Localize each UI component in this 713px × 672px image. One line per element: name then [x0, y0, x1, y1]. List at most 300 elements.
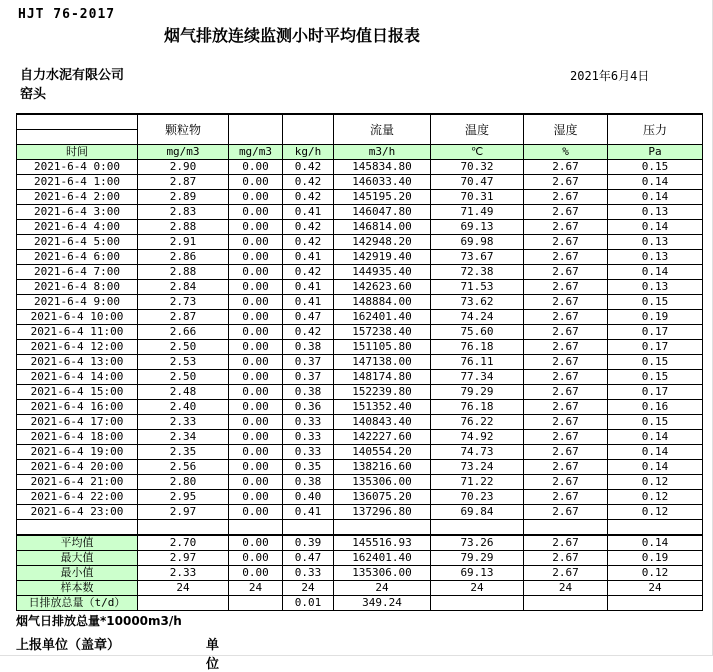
- value-cell: 148884.00: [334, 295, 431, 310]
- time-cell: 2021-6-4 6:00: [17, 250, 138, 265]
- value-cell: 137296.80: [334, 505, 431, 520]
- value-cell: 75.60: [431, 325, 524, 340]
- header-corner-cell: [17, 114, 138, 145]
- col-group-pressure: 压力: [608, 114, 703, 145]
- summary-value-cell: 24: [524, 581, 608, 596]
- value-cell: 74.24: [431, 310, 524, 325]
- table-row: [17, 460, 703, 475]
- corner-top-subcell: [17, 115, 137, 130]
- value-cell: 138216.60: [334, 460, 431, 475]
- hourly-rows: [17, 160, 703, 520]
- value-cell: 0.12: [608, 490, 703, 505]
- value-cell: 0.12: [608, 505, 703, 520]
- empty-cell: [17, 520, 138, 536]
- value-cell: 0.14: [608, 220, 703, 235]
- value-cell: 0.00: [229, 475, 283, 490]
- summary-value-cell: 0.47: [283, 551, 334, 566]
- summary-value-cell: 0.33: [283, 566, 334, 581]
- value-cell: 73.62: [431, 295, 524, 310]
- value-cell: 69.13: [431, 220, 524, 235]
- table-row: [17, 505, 703, 520]
- value-cell: 145195.20: [334, 190, 431, 205]
- value-cell: 145834.80: [334, 160, 431, 175]
- value-cell: 146047.80: [334, 205, 431, 220]
- value-cell: 71.53: [431, 280, 524, 295]
- value-cell: 0.41: [283, 280, 334, 295]
- value-cell: 0.15: [608, 355, 703, 370]
- table-row: [17, 280, 703, 295]
- value-cell: 2.67: [524, 355, 608, 370]
- time-cell: 2021-6-4 2:00: [17, 190, 138, 205]
- value-cell: 2.83: [138, 205, 229, 220]
- summary-label-cell: 最小值: [17, 566, 138, 581]
- summary-value-cell: [138, 596, 229, 611]
- value-cell: 2.50: [138, 370, 229, 385]
- value-cell: 0.00: [229, 445, 283, 460]
- unit-label: 单位: [206, 638, 220, 672]
- empty-cell: [138, 520, 229, 536]
- value-cell: 0.14: [608, 190, 703, 205]
- report-title: 烟气排放连续监测小时平均值日报表: [163, 26, 420, 45]
- value-cell: 0.00: [229, 160, 283, 175]
- time-cell: 2021-6-4 4:00: [17, 220, 138, 235]
- summary-value-cell: 2.97: [138, 551, 229, 566]
- summary-value-cell: 2.33: [138, 566, 229, 581]
- summary-label-cell: 最大值: [17, 551, 138, 566]
- value-cell: 72.38: [431, 265, 524, 280]
- value-cell: 2.67: [524, 400, 608, 415]
- summary-row: [17, 596, 703, 611]
- value-cell: 0.00: [229, 190, 283, 205]
- summary-value-cell: [524, 596, 608, 611]
- time-cell: 2021-6-4 22:00: [17, 490, 138, 505]
- value-cell: 2.67: [524, 490, 608, 505]
- summary-value-cell: 24: [608, 581, 703, 596]
- time-cell: 2021-6-4 7:00: [17, 265, 138, 280]
- value-cell: 2.90: [138, 160, 229, 175]
- value-cell: 0.42: [283, 190, 334, 205]
- empty-cell: [608, 520, 703, 536]
- value-cell: 144935.40: [334, 265, 431, 280]
- value-cell: 2.95: [138, 490, 229, 505]
- value-cell: 76.18: [431, 400, 524, 415]
- value-cell: 148174.80: [334, 370, 431, 385]
- value-cell: 0.15: [608, 295, 703, 310]
- value-cell: 0.12: [608, 475, 703, 490]
- time-cell: 2021-6-4 12:00: [17, 340, 138, 355]
- value-cell: 0.33: [283, 415, 334, 430]
- summary-value-cell: 0.19: [608, 551, 703, 566]
- col-group-particulate: 颗粒物: [138, 114, 229, 145]
- summary-value-cell: 2.70: [138, 535, 229, 551]
- value-cell: 0.00: [229, 370, 283, 385]
- value-cell: 0.36: [283, 400, 334, 415]
- value-cell: 0.37: [283, 355, 334, 370]
- value-cell: 0.00: [229, 460, 283, 475]
- value-cell: 0.00: [229, 235, 283, 250]
- value-cell: 0.00: [229, 490, 283, 505]
- value-cell: 0.40: [283, 490, 334, 505]
- value-cell: 79.29: [431, 385, 524, 400]
- value-cell: 2.87: [138, 310, 229, 325]
- value-cell: 142919.40: [334, 250, 431, 265]
- time-cell: 2021-6-4 14:00: [17, 370, 138, 385]
- summary-value-cell: 73.26: [431, 535, 524, 551]
- value-cell: 0.42: [283, 220, 334, 235]
- col-group-humidity: 湿度: [524, 114, 608, 145]
- value-cell: 0.14: [608, 460, 703, 475]
- value-cell: 0.42: [283, 265, 334, 280]
- value-cell: 0.37: [283, 370, 334, 385]
- value-cell: 0.00: [229, 310, 283, 325]
- table-row: [17, 475, 703, 490]
- value-cell: 2.67: [524, 190, 608, 205]
- value-cell: 136075.20: [334, 490, 431, 505]
- value-cell: 0.47: [283, 310, 334, 325]
- summary-value-cell: 135306.00: [334, 566, 431, 581]
- empty-cell: [524, 520, 608, 536]
- time-cell: 2021-6-4 18:00: [17, 430, 138, 445]
- value-cell: 73.67: [431, 250, 524, 265]
- value-cell: 2.73: [138, 295, 229, 310]
- value-cell: 2.67: [524, 385, 608, 400]
- table-row: [17, 490, 703, 505]
- table-row: [17, 430, 703, 445]
- value-cell: 0.00: [229, 265, 283, 280]
- table-row: [17, 190, 703, 205]
- value-cell: 2.86: [138, 250, 229, 265]
- value-cell: 0.17: [608, 325, 703, 340]
- summary-value-cell: 0.01: [283, 596, 334, 611]
- value-cell: 0.13: [608, 250, 703, 265]
- value-cell: 70.23: [431, 490, 524, 505]
- value-cell: 2.67: [524, 235, 608, 250]
- table-row: [17, 370, 703, 385]
- value-cell: 0.35: [283, 460, 334, 475]
- table-row: [17, 250, 703, 265]
- value-cell: 2.67: [524, 325, 608, 340]
- summary-value-cell: 0.14: [608, 535, 703, 551]
- value-cell: 2.67: [524, 205, 608, 220]
- header-group-row: [17, 114, 703, 145]
- value-cell: 162401.40: [334, 310, 431, 325]
- summary-value-cell: 0.12: [608, 566, 703, 581]
- summary-rows: [17, 535, 703, 611]
- corner-bottom-subcell: [17, 130, 137, 144]
- table-row: [17, 400, 703, 415]
- value-cell: 2.33: [138, 415, 229, 430]
- value-cell: 0.33: [283, 430, 334, 445]
- value-cell: 2.67: [524, 340, 608, 355]
- empty-cell: [229, 520, 283, 536]
- value-cell: 0.00: [229, 400, 283, 415]
- value-cell: 2.88: [138, 220, 229, 235]
- value-cell: 2.91: [138, 235, 229, 250]
- value-cell: 0.13: [608, 235, 703, 250]
- table-row: [17, 445, 703, 460]
- summary-value-cell: 24: [431, 581, 524, 596]
- col-group-flow: 流量: [334, 114, 431, 145]
- value-cell: 0.41: [283, 205, 334, 220]
- value-cell: 146033.40: [334, 175, 431, 190]
- value-cell: 70.47: [431, 175, 524, 190]
- table-row: [17, 235, 703, 250]
- table-row: [17, 340, 703, 355]
- col-group-temperature: 温度: [431, 114, 524, 145]
- value-cell: 2.84: [138, 280, 229, 295]
- time-cell: 2021-6-4 17:00: [17, 415, 138, 430]
- value-cell: 74.92: [431, 430, 524, 445]
- value-cell: 0.41: [283, 295, 334, 310]
- value-cell: 0.17: [608, 340, 703, 355]
- empty-cell: [283, 520, 334, 536]
- value-cell: 76.11: [431, 355, 524, 370]
- summary-label-cell: 样本数: [17, 581, 138, 596]
- report-date: 2021年6月4日: [570, 69, 650, 83]
- summary-row: [17, 551, 703, 566]
- time-cell: 2021-6-4 10:00: [17, 310, 138, 325]
- value-cell: 0.17: [608, 385, 703, 400]
- daily-total-note: 烟气日排放总量*10000m3/h: [16, 614, 182, 628]
- footer-signature-line: [16, 634, 220, 672]
- summary-value-cell: 24: [334, 581, 431, 596]
- value-cell: 2.67: [524, 280, 608, 295]
- summary-value-cell: [431, 596, 524, 611]
- time-cell: 2021-6-4 1:00: [17, 175, 138, 190]
- header-unit-row: [17, 145, 703, 160]
- summary-label-cell: 平均值: [17, 535, 138, 551]
- value-cell: 2.67: [524, 370, 608, 385]
- spacer-row-body: [17, 520, 703, 536]
- value-cell: 0.00: [229, 325, 283, 340]
- value-cell: 2.48: [138, 385, 229, 400]
- col-unit-percent: %: [524, 145, 608, 160]
- col-unit-m3h: m3/h: [334, 145, 431, 160]
- value-cell: 0.00: [229, 205, 283, 220]
- value-cell: 0.16: [608, 400, 703, 415]
- value-cell: 151105.80: [334, 340, 431, 355]
- value-cell: 0.00: [229, 175, 283, 190]
- value-cell: 0.14: [608, 430, 703, 445]
- company-name: 自力水泥有限公司: [20, 68, 125, 83]
- value-cell: 140554.20: [334, 445, 431, 460]
- summary-value-cell: 79.29: [431, 551, 524, 566]
- value-cell: 69.98: [431, 235, 524, 250]
- value-cell: 2.56: [138, 460, 229, 475]
- time-cell: 2021-6-4 8:00: [17, 280, 138, 295]
- summary-row: [17, 581, 703, 596]
- value-cell: 74.73: [431, 445, 524, 460]
- value-cell: 2.67: [524, 310, 608, 325]
- value-cell: 2.67: [524, 295, 608, 310]
- table-row: [17, 385, 703, 400]
- value-cell: 0.42: [283, 160, 334, 175]
- value-cell: 152239.80: [334, 385, 431, 400]
- col-header-time: 时间: [17, 145, 138, 160]
- value-cell: 0.38: [283, 475, 334, 490]
- value-cell: 70.31: [431, 190, 524, 205]
- value-cell: 0.41: [283, 505, 334, 520]
- value-cell: 0.15: [608, 415, 703, 430]
- time-cell: 2021-6-4 0:00: [17, 160, 138, 175]
- value-cell: 0.00: [229, 340, 283, 355]
- table-row: [17, 295, 703, 310]
- value-cell: 0.38: [283, 385, 334, 400]
- value-cell: 0.42: [283, 175, 334, 190]
- value-cell: 142227.60: [334, 430, 431, 445]
- summary-value-cell: [608, 596, 703, 611]
- value-cell: 142948.20: [334, 235, 431, 250]
- summary-value-cell: 0.39: [283, 535, 334, 551]
- value-cell: 0.00: [229, 415, 283, 430]
- table-row: [17, 205, 703, 220]
- value-cell: 0.15: [608, 160, 703, 175]
- col-unit-celsius: ℃: [431, 145, 524, 160]
- summary-value-cell: 2.67: [524, 566, 608, 581]
- summary-value-cell: 0.00: [229, 535, 283, 551]
- value-cell: 2.35: [138, 445, 229, 460]
- value-cell: 0.00: [229, 505, 283, 520]
- summary-label-cell: 日排放总量（t/d）: [17, 596, 138, 611]
- value-cell: 2.67: [524, 265, 608, 280]
- table-header: [17, 114, 703, 160]
- value-cell: 2.80: [138, 475, 229, 490]
- table-row: [17, 325, 703, 340]
- value-cell: 70.32: [431, 160, 524, 175]
- value-cell: 0.33: [283, 445, 334, 460]
- col-unit-mgm3-2: mg/m3: [229, 145, 283, 160]
- time-cell: 2021-6-4 19:00: [17, 445, 138, 460]
- value-cell: 2.40: [138, 400, 229, 415]
- time-cell: 2021-6-4 13:00: [17, 355, 138, 370]
- summary-value-cell: 0.00: [229, 551, 283, 566]
- value-cell: 76.22: [431, 415, 524, 430]
- col-unit-pa: Pa: [608, 145, 703, 160]
- value-cell: 2.67: [524, 415, 608, 430]
- table-row: [17, 220, 703, 235]
- value-cell: 2.67: [524, 430, 608, 445]
- value-cell: 76.18: [431, 340, 524, 355]
- col-unit-kgh: kg/h: [283, 145, 334, 160]
- value-cell: 0.00: [229, 385, 283, 400]
- value-cell: 0.14: [608, 175, 703, 190]
- value-cell: 71.49: [431, 205, 524, 220]
- value-cell: 135306.00: [334, 475, 431, 490]
- value-cell: 157238.40: [334, 325, 431, 340]
- value-cell: 73.24: [431, 460, 524, 475]
- empty-cell: [334, 520, 431, 536]
- table-row: [17, 310, 703, 325]
- value-cell: 2.34: [138, 430, 229, 445]
- value-cell: 0.00: [229, 220, 283, 235]
- value-cell: 0.00: [229, 280, 283, 295]
- time-cell: 2021-6-4 15:00: [17, 385, 138, 400]
- time-cell: 2021-6-4 20:00: [17, 460, 138, 475]
- empty-cell: [431, 520, 524, 536]
- summary-row: [17, 566, 703, 581]
- value-cell: 0.38: [283, 340, 334, 355]
- value-cell: 142623.60: [334, 280, 431, 295]
- time-cell: 2021-6-4 23:00: [17, 505, 138, 520]
- value-cell: 0.13: [608, 205, 703, 220]
- summary-value-cell: 24: [283, 581, 334, 596]
- value-cell: 0.14: [608, 265, 703, 280]
- value-cell: 2.67: [524, 220, 608, 235]
- value-cell: 0.14: [608, 445, 703, 460]
- value-cell: 2.67: [524, 460, 608, 475]
- col-group-blank-1: [229, 114, 283, 145]
- value-cell: 146814.00: [334, 220, 431, 235]
- table-row: [17, 415, 703, 430]
- summary-value-cell: 0.00: [229, 566, 283, 581]
- time-cell: 2021-6-4 3:00: [17, 205, 138, 220]
- time-cell: 2021-6-4 11:00: [17, 325, 138, 340]
- table-row: [17, 355, 703, 370]
- time-cell: 2021-6-4 5:00: [17, 235, 138, 250]
- summary-value-cell: 2.67: [524, 535, 608, 551]
- value-cell: 0.00: [229, 250, 283, 265]
- value-cell: 147138.00: [334, 355, 431, 370]
- value-cell: 2.89: [138, 190, 229, 205]
- time-cell: 2021-6-4 16:00: [17, 400, 138, 415]
- monitoring-point: 窑头: [20, 87, 47, 102]
- value-cell: 140843.40: [334, 415, 431, 430]
- standard-code: HJT 76-2017: [18, 7, 116, 22]
- value-cell: 2.67: [524, 160, 608, 175]
- value-cell: 2.67: [524, 505, 608, 520]
- value-cell: 0.00: [229, 430, 283, 445]
- summary-value-cell: 2.67: [524, 551, 608, 566]
- value-cell: 2.53: [138, 355, 229, 370]
- value-cell: 2.87: [138, 175, 229, 190]
- value-cell: 2.97: [138, 505, 229, 520]
- summary-value-cell: 145516.93: [334, 535, 431, 551]
- col-unit-mgm3-1: mg/m3: [138, 145, 229, 160]
- table-row: [17, 160, 703, 175]
- time-cell: 2021-6-4 9:00: [17, 295, 138, 310]
- report-unit-label: 上报单位（盖章）: [16, 638, 121, 653]
- time-cell: 2021-6-4 21:00: [17, 475, 138, 490]
- value-cell: 69.84: [431, 505, 524, 520]
- value-cell: 0.19: [608, 310, 703, 325]
- table-row: [17, 265, 703, 280]
- value-cell: 0.41: [283, 250, 334, 265]
- summary-value-cell: 69.13: [431, 566, 524, 581]
- value-cell: 2.67: [524, 250, 608, 265]
- value-cell: 2.67: [524, 445, 608, 460]
- value-cell: 2.50: [138, 340, 229, 355]
- summary-value-cell: 24: [138, 581, 229, 596]
- value-cell: 2.67: [524, 175, 608, 190]
- value-cell: 0.13: [608, 280, 703, 295]
- summary-row: [17, 535, 703, 551]
- value-cell: 2.67: [524, 475, 608, 490]
- summary-value-cell: 162401.40: [334, 551, 431, 566]
- col-group-blank-2: [283, 114, 334, 145]
- value-cell: 151352.40: [334, 400, 431, 415]
- value-cell: 77.34: [431, 370, 524, 385]
- value-cell: 0.15: [608, 370, 703, 385]
- summary-value-cell: 349.24: [334, 596, 431, 611]
- value-cell: 0.42: [283, 235, 334, 250]
- summary-value-cell: 24: [229, 581, 283, 596]
- summary-value-cell: [229, 596, 283, 611]
- value-cell: 0.00: [229, 355, 283, 370]
- value-cell: 0.00: [229, 295, 283, 310]
- value-cell: 2.66: [138, 325, 229, 340]
- table-row: [17, 175, 703, 190]
- hourly-averages-table: [16, 113, 703, 611]
